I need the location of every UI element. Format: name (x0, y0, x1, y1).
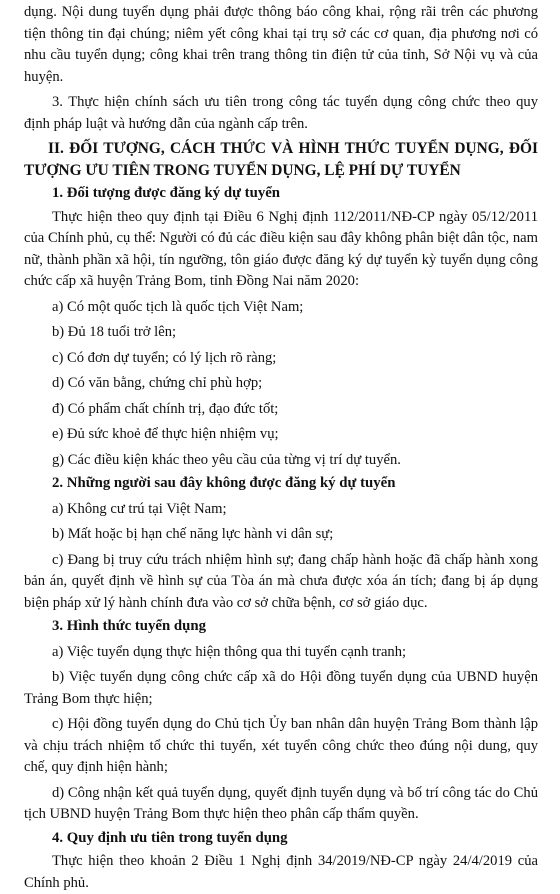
section-ii-title: II. ĐỐI TƯỢNG, CÁCH THỨC VÀ HÌNH THỨC TUYỂN DỤNG, ĐỐI TƯỢNG ƯU TIÊN TRONG TUYỂN DỤNG, LỆ PHÍ DỰ TUYỂN (24, 140, 538, 179)
subsection-1-title: 1. Đối tượng được đăng ký dự tuyển (52, 185, 281, 201)
subsection-3-title: 3. Hình thức tuyển dụng (52, 618, 207, 634)
list-item: d) Công nhận kết quả tuyển dụng, quyết định tuyển dụng và bố trí công tác do Chủ tịch UBND huyện Trảng Bom thực hiện theo phân cấp thẩm quyền. (24, 784, 538, 822)
list-item: d) Có văn bằng, chứng chỉ phù hợp; (52, 375, 263, 391)
subsection-1-intro: Thực hiện theo quy định tại Điều 6 Nghị định 112/2011/NĐ-CP ngày 05/12/2011 của Chính phủ, cụ thể: Người có đủ các điều kiện sau đây không phân biệt dân tộc, nam nữ, thành phần xã hội, tín ngưỡng, tôn giáo được đăng ký dự tuyển kỳ tuyển dụng công chức cấp xã huyện Trảng Bom, tỉnh Đồng Nai năm 2020: (24, 208, 538, 289)
list-item: đ) Có phẩm chất chính trị, đạo đức tốt; (52, 400, 279, 417)
subsection-4-title: 4. Quy định ưu tiên trong tuyển dụng (52, 829, 288, 846)
list-item: a) Có một quốc tịch là quốc tịch Việt Nam; (52, 298, 304, 315)
list-item: b) Việc tuyển dụng công chức cấp xã do Hội đồng tuyển dụng của UBND huyện Trảng Bom thực hiện; (24, 669, 538, 707)
item-3-paragraph: 3. Thực hiện chính sách ưu tiên trong công tác tuyển dụng công chức theo quy định pháp luật và hướng dẫn của ngành cấp trên. (24, 94, 538, 132)
subsection-2-title: 2. Những người sau đây không được đăng ký dự tuyển (52, 475, 396, 491)
list-item: c) Hội đồng tuyển dụng do Chủ tịch Ủy ban nhân dân huyện Trảng Bom thành lập và chịu trách nhiệm tổ chức thi tuyển, xét tuyển công chức theo đúng nội dung, quy chế, quy định hiện hành; (24, 716, 538, 775)
list-item: b) Mất hoặc bị hạn chế năng lực hành vi dân sự; (52, 526, 334, 542)
list-item: g) Các điều kiện khác theo yêu cầu của từng vị trí dự tuyển. (52, 451, 401, 468)
list-item: e) Đủ sức khoẻ để thực hiện nhiệm vụ; (52, 426, 279, 442)
intro-paragraph: dụng. Nội dung tuyển dụng phải được thông báo công khai, rộng rãi trên các phương tiện thông tin đại chúng; niêm yết công khai tại trụ sở các cơ quan, địa phương nơi có nhu cầu tuyển dụng; công khai trên trang thông tin điện tử của tỉnh, Sở Nội vụ và của huyện. (24, 4, 538, 85)
list-item: a) Không cư trú tại Việt Nam; (52, 500, 227, 517)
subsection-4-intro: Thực hiện theo khoản 2 Điều 1 Nghị định 34/2019/NĐ-CP ngày 24/4/2019 của Chính phủ. (24, 853, 538, 891)
list-item: b) Đủ 18 tuổi trở lên; (52, 324, 177, 340)
list-item: c) Đang bị truy cứu trách nhiệm hình sự; đang chấp hành hoặc đã chấp hành xong bản án, quyết định về hình sự của Tòa án mà chưa được xóa án tích; đang bị áp dụng biện pháp xử lý hành chính đưa vào cơ sở chữa bệnh, cơ sở giáo dục. (24, 551, 538, 611)
list-item: a) Việc tuyển dụng thực hiện thông qua thi tuyển cạnh tranh; (52, 643, 407, 660)
list-item: c) Có đơn dự tuyển; có lý lịch rõ ràng; (52, 349, 277, 366)
